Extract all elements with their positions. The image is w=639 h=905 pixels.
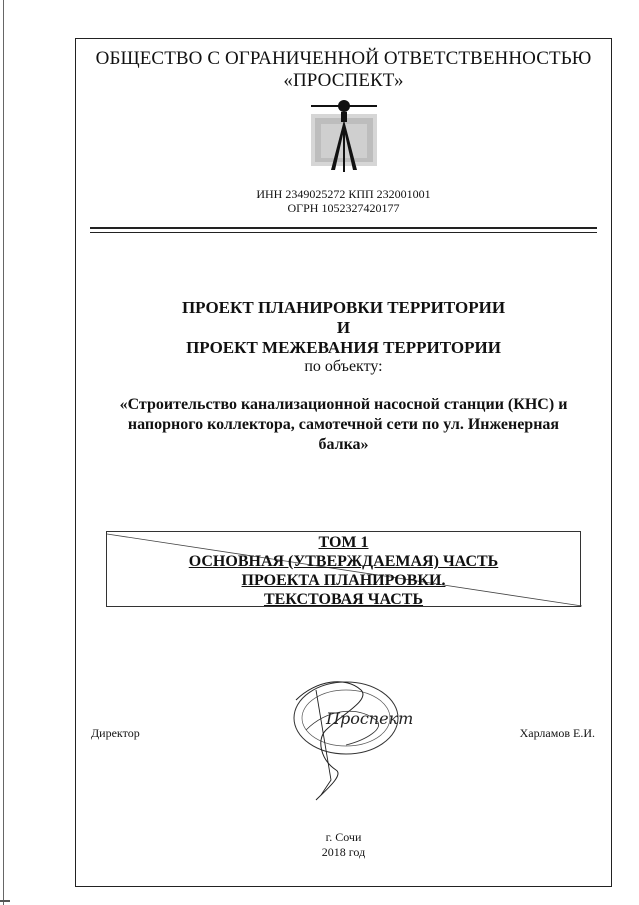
- object-line1: «Строительство канализационной насосной станции (КНС) и: [119, 396, 568, 413]
- volume-box: [106, 531, 581, 607]
- header-divider-thin: [90, 232, 597, 233]
- title-subtitle: по объекту:: [304, 358, 383, 375]
- volume-line2: ОСНОВНАЯ (УТВЕРЖДАЕМАЯ) ЧАСТЬ: [188, 553, 499, 570]
- ogrn: ОГРН 1052327420177: [287, 201, 400, 215]
- volume-text: [107, 532, 580, 609]
- title-line2: И: [336, 318, 351, 337]
- page-edge-line: [3, 0, 4, 905]
- object-name: [100, 395, 587, 455]
- director-label: Директор: [91, 726, 140, 740]
- title-line1: ПРОЕКТ ПЛАНИРОВКИ ТЕРРИТОРИИ: [181, 298, 506, 317]
- volume-line3: ПРОЕКТА ПЛАНИРОВКИ.: [241, 572, 446, 589]
- page-edge-mark: [0, 900, 10, 902]
- year: 2018 год: [321, 845, 366, 859]
- organization-ids: [75, 187, 612, 215]
- volume-line4: ТЕКСТОВАЯ ЧАСТЬ: [263, 591, 424, 608]
- organization-name: [75, 48, 612, 92]
- volume-line1: ТОМ 1: [318, 534, 369, 551]
- object-line2: напорного коллектора, самотечной сети по ул. Инженерная: [127, 416, 560, 433]
- title-line3: ПРОЕКТ МЕЖЕВАНИЯ ТЕРРИТОРИИ: [186, 338, 501, 357]
- signature-stamp-icon: [286, 670, 414, 810]
- svg-text:Проспект: Проспект: [326, 709, 414, 728]
- footer-place-date: [75, 830, 612, 860]
- director-name: Харламов Е.И.: [519, 726, 595, 740]
- city: г. Сочи: [325, 830, 362, 844]
- object-line3: балка»: [318, 436, 369, 453]
- org-name-line2: «ПРОСПЕКТ»: [283, 70, 404, 91]
- header-divider-thick: [90, 227, 597, 229]
- surveyor-tripod-logo-icon: [305, 96, 383, 172]
- document-title: [75, 298, 612, 358]
- inn-kpp: ИНН 2349025272 КПП 232001001: [256, 187, 431, 201]
- org-name-line1: ОБЩЕСТВО С ОГРАНИЧЕННОЙ ОТВЕТСТВЕННОСТЬЮ: [95, 48, 592, 69]
